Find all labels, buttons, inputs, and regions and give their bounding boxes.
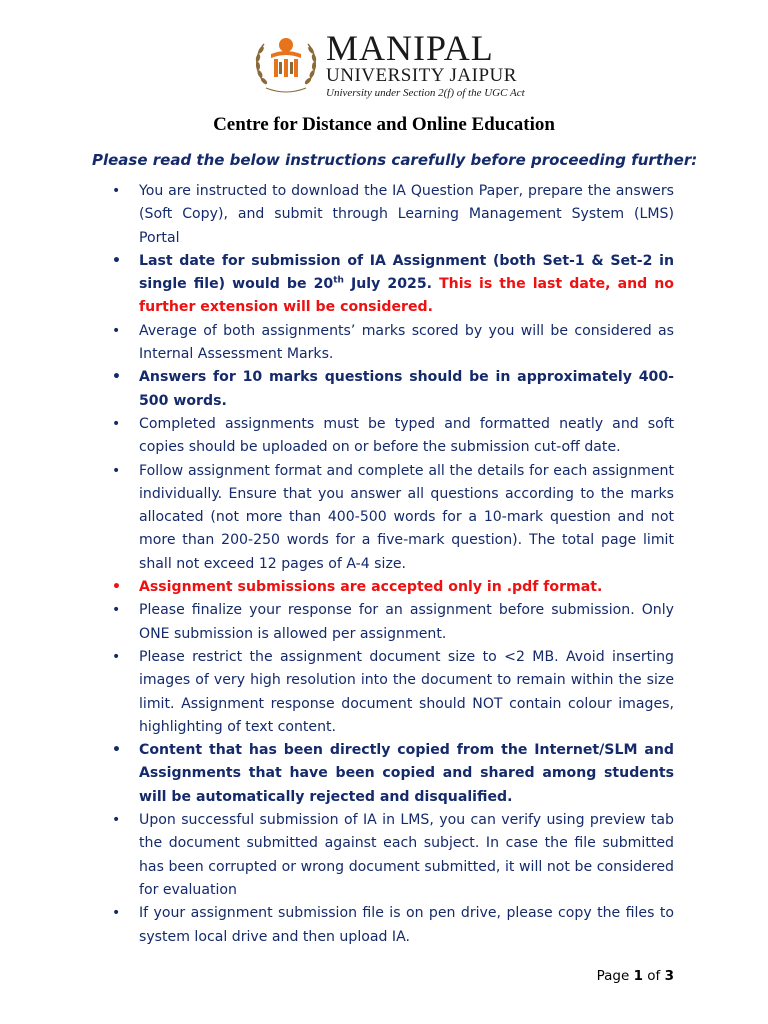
bullet-icon: • (112, 812, 121, 829)
instruction-text: Completed assignments must be typed and formatted neatly and soft copies should be uploaded on or before the submission cut-off date. (139, 415, 674, 456)
university-subname: UNIVERSITY JAIPUR (326, 65, 517, 86)
list-item (112, 250, 674, 320)
page-total: 3 (664, 968, 674, 984)
university-seal-icon (250, 28, 322, 96)
page-current: 1 (633, 968, 643, 984)
instruction-text: If your assignment submission file is on pen drive, please copy the files to system local drive and then upload IA. (139, 905, 674, 945)
list-item (112, 576, 674, 599)
university-tagline: University under Section 2(f) of the UGC Act (326, 87, 525, 99)
instruction-text: Please finalize your response for an assignment before submission. Only ONE submission is allowed per assignment. (139, 602, 674, 642)
instruction-text: Please restrict the assignment document size to <2 MB. Avoid inserting images of very high resolution into the document to remain within the size limit. Assignment response document should NOT contain colour images, highlighting of text content. (139, 648, 674, 735)
list-item (112, 320, 674, 367)
university-wordmark (326, 30, 525, 100)
instruction-text: Answers for 10 marks questions should be in approximately 400-500 words. (139, 369, 674, 409)
list-item (112, 413, 674, 460)
list-item (112, 646, 674, 739)
list-item (112, 366, 674, 413)
bullet-icon: • (112, 648, 121, 665)
university-logo (250, 28, 530, 98)
page-title: Centre for Distance and Online Education (213, 114, 555, 135)
page-word: Page (596, 968, 630, 984)
bullet-icon: • (112, 415, 121, 432)
instruction-text: Average of both assignments’ marks scored by you will be considered as Internal Assessment Marks. (139, 322, 674, 363)
pdf-format-warning: Assignment submissions are accepted only in .pdf format. (139, 579, 603, 596)
deadline-warning: This is the last date, and no further extension will be considered. (139, 276, 674, 316)
list-item (112, 180, 674, 250)
instruction-text: Follow assignment format and complete all the details for each assignment individually. Ensure that you answer all questions according to the marks allocated (not more than 400-500 words for a 10-mark question and not more than 200-250 words for a five-mark question). The total page limit shall not exceed 12 pages of A-4 size. (139, 462, 674, 572)
instructions-list (112, 180, 674, 949)
instruction-text: You are instructed to download the IA Question Paper, prepare the answers (Soft Copy), and submit through Learning Management System (LMS) Portal (139, 183, 674, 246)
bullet-icon: • (112, 742, 121, 759)
of-word: of (647, 968, 661, 984)
instruction-text: Upon successful submission of IA in LMS, you can verify using preview tab the document submitted against each subject. In case the file submitted has been corrupted or wrong document submitted, it will not be considered for evaluation (139, 812, 674, 898)
bullet-icon: • (112, 462, 121, 479)
instruction-text: Content that has been directly copied from the Internet/SLM and Assignments that have been copied and shared among students will be automatically rejected and disqualified. (139, 742, 674, 805)
university-name: MANIPAL (326, 28, 494, 68)
deadline-text: Last date for submission of IA Assignment (both Set-1 & Set-2 in single file) would be 20 (139, 252, 674, 293)
list-item (112, 739, 674, 809)
deadline-superscript: th (333, 275, 344, 286)
list-item (112, 902, 674, 949)
deadline-month: July 2025. (343, 276, 440, 293)
bullet-icon: • (112, 369, 121, 386)
bullet-icon: • (112, 252, 121, 269)
instructions-intro: Please read the below instructions carefully before proceeding further: (92, 151, 698, 169)
list-item (112, 460, 674, 576)
bullet-icon: • (112, 905, 121, 922)
bullet-icon: • (112, 579, 121, 596)
bullet-icon: • (112, 183, 121, 199)
bullet-icon: • (112, 322, 121, 339)
list-item (112, 809, 674, 902)
page-number (597, 968, 674, 984)
bullet-icon: • (112, 602, 121, 619)
list-item (112, 599, 674, 646)
